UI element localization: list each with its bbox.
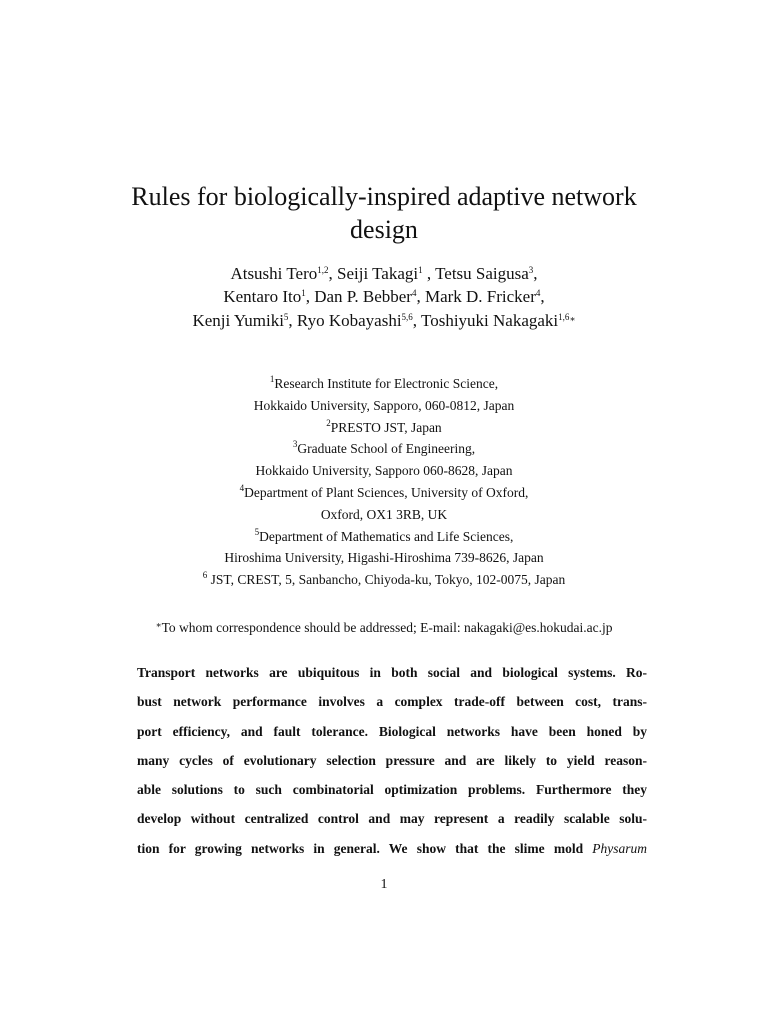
corresponding-author-mark: ∗ bbox=[569, 314, 576, 324]
affiliation-line bbox=[60, 547, 708, 569]
abstract-line: able solutions to such combinatorial optimization problems. Furthermore they bbox=[137, 782, 647, 798]
affiliation-text: Graduate School of Engineering, bbox=[297, 441, 476, 457]
affiliation-line bbox=[60, 417, 708, 439]
abstract-line: bust network performance involves a complex trade-off between cost, trans- bbox=[137, 694, 647, 710]
correspondence-text: To whom correspondence should be addressed; E-mail: nakagaki@es.hokudai.ac.jp bbox=[161, 620, 613, 635]
affiliation-sup: 3 bbox=[292, 439, 298, 450]
author-name: Mark D. Fricker bbox=[424, 287, 536, 306]
author-name: Seiji Takagi bbox=[337, 264, 419, 283]
abstract-line-last bbox=[137, 840, 647, 869]
title-line-2: design bbox=[350, 215, 418, 244]
affiliation-sup: 2 bbox=[326, 417, 331, 428]
affiliation-line bbox=[60, 395, 708, 417]
affiliation-text: Oxford, OX1 3RB, UK bbox=[320, 506, 448, 522]
affiliation-sup: 4 bbox=[239, 482, 245, 493]
affiliation-text: PRESTO JST, Japan bbox=[330, 419, 442, 435]
author-affil-sup: 4 bbox=[535, 288, 541, 298]
affiliation-line bbox=[60, 460, 708, 482]
affiliation-sup: 5 bbox=[254, 526, 260, 537]
author-affil-sup: 1 bbox=[301, 288, 306, 298]
affiliation-line bbox=[60, 373, 708, 395]
correspondence-mark: ∗ bbox=[155, 620, 162, 630]
affiliation-text: Hokkaido University, Sapporo, 060-0812, Japan bbox=[253, 397, 515, 413]
correspondence-note bbox=[60, 615, 708, 638]
author-name: Dan P. Bebber bbox=[314, 287, 412, 306]
author-affil-sup: 5,6 bbox=[401, 312, 413, 322]
abstract-line: Transport networks are ubiquitous in both social and biological systems. Ro- bbox=[137, 665, 647, 680]
affiliation-text: Department of Plant Sciences, University of Oxford, bbox=[244, 484, 529, 500]
author-line-2: Kentaro Ito$^1$, Dan P. Bebber$^4$, Mark D. Fricker$^4$, bbox=[223, 287, 545, 306]
author-name: Atsushi Tero bbox=[230, 264, 318, 283]
author-affil-sup: 1 bbox=[418, 265, 423, 275]
author-affil-sup: 3 bbox=[528, 265, 534, 275]
author-name: Toshiyuki Nakagaki bbox=[421, 311, 559, 330]
affiliation-sup: 1 bbox=[269, 374, 275, 384]
author-name: Ryo Kobayashi bbox=[296, 311, 402, 330]
author-affil-sup: 4 bbox=[411, 288, 417, 298]
affiliation-list bbox=[60, 373, 708, 591]
abstract-line: develop without centralized control and may represent a readily scalable solu- bbox=[137, 811, 647, 827]
paper-title bbox=[100, 180, 668, 246]
author-name: Kenji Yumiki bbox=[192, 311, 284, 330]
author-line-1: Atsushi Tero$^{1,2}$, Seiji Takagi$^1$ , Tetsu Saigusa$^3$, bbox=[230, 264, 538, 283]
author-list bbox=[60, 262, 708, 332]
affiliation-line bbox=[60, 482, 708, 504]
abstract-line: port efficiency, and fault tolerance. Biological networks have been honed by bbox=[137, 723, 647, 739]
page-number: 1 bbox=[380, 877, 388, 892]
affiliation-text: Research Institute for Electronic Science, bbox=[274, 376, 499, 391]
abstract-last-text: tion for growing networks in general. We show that the slime mold bbox=[137, 840, 593, 856]
affiliation-text: JST, CREST, 5, Sanbancho, Chiyoda-ku, Tokyo, 102-0075, Japan bbox=[207, 572, 566, 588]
author-affil-sup: 5 bbox=[283, 312, 289, 322]
affiliation-text: Hokkaido University, Sapporo 060-8628, Japan bbox=[255, 463, 513, 479]
affiliation-text: Department of Mathematics and Life Sciences, bbox=[259, 528, 514, 544]
abstract-line: many cycles of evolutionary selection pressure and are likely to yield reason- bbox=[137, 752, 647, 768]
affiliation-line bbox=[60, 438, 708, 460]
affiliation-line bbox=[60, 569, 708, 591]
affiliation-line bbox=[60, 504, 708, 526]
author-name: Tetsu Saigusa bbox=[435, 264, 529, 283]
affiliation-line bbox=[60, 526, 708, 548]
author-affil-sup: 1,2 bbox=[317, 265, 329, 275]
title-line-1: Rules for biologically-inspired adaptive network bbox=[131, 182, 637, 211]
author-line-3: Kenji Yumiki$^5$, Ryo Kobayashi$^{5,6}$, Toshiyuki Nakagaki$^{1,6∗}$ bbox=[192, 311, 576, 330]
author-affil-sup: 1,6 bbox=[558, 312, 570, 322]
affiliation-text: Hiroshima University, Higashi-Hiroshima 739-8626, Japan bbox=[224, 550, 544, 566]
abstract bbox=[137, 664, 647, 869]
abstract-italic-term: Physarum bbox=[592, 840, 647, 856]
author-name: Kentaro Ito bbox=[223, 287, 302, 306]
affiliation-sup: 6 bbox=[202, 570, 208, 581]
